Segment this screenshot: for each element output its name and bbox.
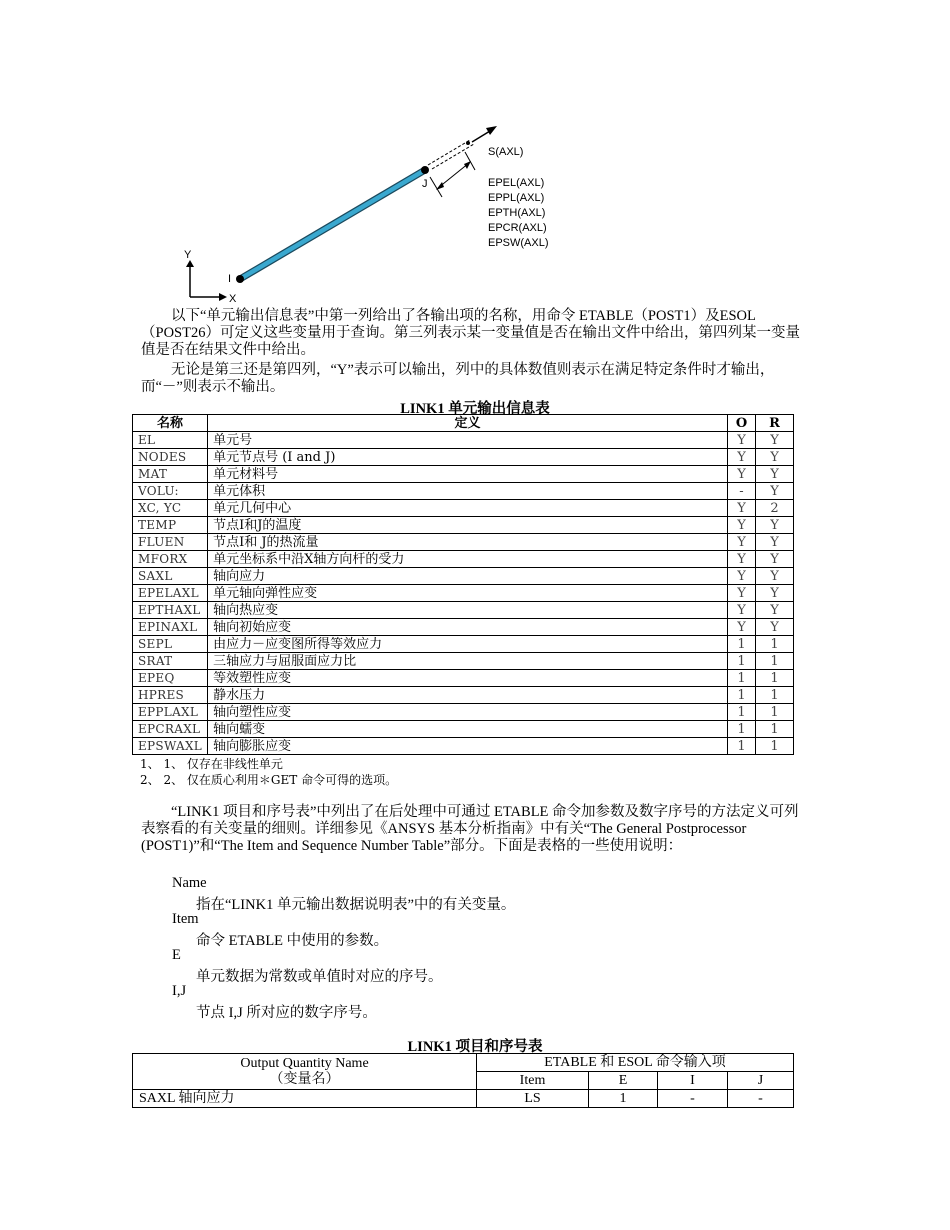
cell-name: EL <box>133 432 208 449</box>
header-definition: 定义 <box>208 415 728 432</box>
cell-name: HPRES <box>133 687 208 704</box>
extension-dashed-1 <box>428 140 470 165</box>
cell-r: Y <box>756 432 794 449</box>
cell-r: Y <box>756 466 794 483</box>
cell-r: Y <box>756 602 794 619</box>
node-i-dot <box>236 275 244 283</box>
cell-r: 1 <box>756 738 794 755</box>
cell-r: Y <box>756 585 794 602</box>
table2-header-item: Item <box>477 1072 589 1090</box>
table-row <box>133 619 794 636</box>
table-row <box>133 449 794 466</box>
table2-caption: LINK1 项目和序号表 <box>407 1039 543 1055</box>
table2-cell-item: LS <box>477 1090 589 1108</box>
def-term-name: Name <box>172 875 207 891</box>
cell-definition: 单元节点号 (I and J) <box>208 449 728 466</box>
cell-definition: 单元坐标系中沿X轴方向杆的受力 <box>208 551 728 568</box>
dimension-arrow-head-2 <box>464 161 471 169</box>
def-desc-item: 命令 ETABLE 中使用的参数。 <box>196 933 389 949</box>
dimension-arrow-head-1 <box>436 182 444 190</box>
table-row <box>133 687 794 704</box>
axis-x-label: X <box>229 293 237 305</box>
cell-r: 2 <box>756 500 794 517</box>
label-eppl-axl: EPPL(AXL) <box>488 192 545 204</box>
table2-data-row <box>133 1090 794 1108</box>
table2-header-i: I <box>658 1072 728 1090</box>
node-j-label: J <box>422 178 428 190</box>
table1-note-2: 2、 2、 仅在质心利用＊GET 命令可得的选项。 <box>140 773 398 787</box>
cell-o: Y <box>728 466 756 483</box>
cell-name: EPPLAXL <box>133 704 208 721</box>
cell-name: XC, YC <box>133 500 208 517</box>
cell-definition: 轴向应力 <box>208 568 728 585</box>
cell-o: 1 <box>728 670 756 687</box>
cell-o: Y <box>728 602 756 619</box>
cell-definition: 轴向膨胀应变 <box>208 738 728 755</box>
table2-group-header: ETABLE 和 ESOL 命令输入项 <box>477 1054 794 1072</box>
table-row <box>133 704 794 721</box>
def-desc-ij: 节点 I,J 所对应的数字序号。 <box>196 1005 377 1021</box>
cell-name: EPEQ <box>133 670 208 687</box>
table-row <box>133 517 794 534</box>
cell-r: Y <box>756 449 794 466</box>
table2-cell-j: - <box>728 1090 794 1108</box>
def-term-ij: I,J <box>172 983 187 999</box>
table1-caption: LINK1 单元输出信息表 <box>400 401 550 417</box>
table2-name-header <box>133 1054 477 1090</box>
cell-name: SEPL <box>133 636 208 653</box>
header-o: O <box>728 415 756 432</box>
cell-o: Y <box>728 432 756 449</box>
table-row <box>133 636 794 653</box>
cell-o: 1 <box>728 653 756 670</box>
cell-definition: 轴向蠕变 <box>208 721 728 738</box>
cell-r: 1 <box>756 670 794 687</box>
cell-o: - <box>728 483 756 500</box>
cell-r: Y <box>756 619 794 636</box>
table2-cell-name: SAXL 轴向应力 <box>133 1090 477 1108</box>
x-axis-arrow <box>219 293 227 301</box>
cell-definition: 由应力－应变图所得等效应力 <box>208 636 728 653</box>
cell-name: EPCRAXL <box>133 721 208 738</box>
table1-header-row <box>133 415 794 432</box>
cell-name: MAT <box>133 466 208 483</box>
table-row <box>133 483 794 500</box>
label-epel-axl: EPEL(AXL) <box>488 177 545 189</box>
intro-paragraph-1: 以下“单元输出信息表”中第一列给出了各输出项的名称，用命令 ETABLE（POST1）及ESOL（POST26）可定义这些变量用于查询。第三列表示某一变量值是否在输出文件中给出，第四列某一变量值是否在结果文件中给出。 <box>141 308 800 358</box>
cell-r: 1 <box>756 687 794 704</box>
cell-definition: 等效塑性应变 <box>208 670 728 687</box>
cell-name: EPTHAXL <box>133 602 208 619</box>
cell-definition: 节点I和 J的热流量 <box>208 534 728 551</box>
cell-o: Y <box>728 619 756 636</box>
def-desc-name: 指在“LINK1 单元输出数据说明表”中的有关变量。 <box>196 897 516 913</box>
cell-definition: 轴向初始应变 <box>208 619 728 636</box>
cell-name: TEMP <box>133 517 208 534</box>
cell-name: EPELAXL <box>133 585 208 602</box>
cell-definition: 静水压力 <box>208 687 728 704</box>
def-term-item: Item <box>172 911 199 927</box>
intro-paragraph-2: 无论是第三还是第四列，“Y”表示可以输出，列中的具体数值则表示在满足特定条件时才输出，而“－”则表示不输出。 <box>141 362 775 395</box>
table-row <box>133 432 794 449</box>
cell-name: SRAT <box>133 653 208 670</box>
cell-name: VOLU: <box>133 483 208 500</box>
table2-cell-i: - <box>658 1090 728 1108</box>
label-s-axl: S(AXL) <box>488 146 524 158</box>
table2-cell-e: 1 <box>589 1090 658 1108</box>
label-epcr-axl: EPCR(AXL) <box>488 222 547 234</box>
cell-r: Y <box>756 534 794 551</box>
cell-r: Y <box>756 568 794 585</box>
table2-header-e: E <box>589 1072 658 1090</box>
section2-paragraph: “LINK1 项目和序号表”中列出了在后处理中可通过 ETABLE 命令加参数及数字序号的方法定义可列表察看的有关变量的细则。详细参见《ANSYS 基本分析指南》中有关“The General Postprocessor (POST1)”和“The Item and Sequence Number Table”部分。下面是表格的一些使用说明： <box>141 804 799 854</box>
cell-definition: 轴向热应变 <box>208 602 728 619</box>
cell-definition: 三轴应力与屈服面应力比 <box>208 653 728 670</box>
table-row <box>133 721 794 738</box>
cell-r: 1 <box>756 704 794 721</box>
cell-definition: 轴向塑性应变 <box>208 704 728 721</box>
node-i-label: I <box>228 273 232 285</box>
cell-definition: 单元体积 <box>208 483 728 500</box>
cell-r: Y <box>756 483 794 500</box>
cell-name: SAXL <box>133 568 208 585</box>
stress-arrow-head <box>486 126 497 135</box>
cell-r: 1 <box>756 653 794 670</box>
cell-o: 1 <box>728 636 756 653</box>
table-row <box>133 551 794 568</box>
node-j-dot <box>421 166 429 174</box>
cell-o: 1 <box>728 738 756 755</box>
header-r: R <box>756 415 794 432</box>
cell-o: 1 <box>728 704 756 721</box>
cell-r: Y <box>756 551 794 568</box>
label-epsw-axl: EPSW(AXL) <box>488 237 549 249</box>
extension-end-dot <box>466 141 470 145</box>
cell-o: Y <box>728 517 756 534</box>
cell-o: Y <box>728 568 756 585</box>
table-row <box>133 585 794 602</box>
y-axis-arrow <box>186 260 194 267</box>
link1-element-diagram <box>170 115 590 315</box>
table-row <box>133 466 794 483</box>
cell-r: 1 <box>756 721 794 738</box>
label-epth-axl: EPTH(AXL) <box>488 207 546 219</box>
axis-y-label: Y <box>184 249 192 261</box>
cell-o: Y <box>728 500 756 517</box>
table-row <box>133 534 794 551</box>
cell-r: 1 <box>756 636 794 653</box>
header-name: 名称 <box>133 415 208 432</box>
link-bar <box>240 170 425 279</box>
cell-o: Y <box>728 585 756 602</box>
cell-o: 1 <box>728 687 756 704</box>
element-output-table <box>132 414 794 755</box>
table2-name-header-line2: （变量名） <box>269 1071 340 1087</box>
table-row <box>133 738 794 755</box>
cell-name: EPSWAXL <box>133 738 208 755</box>
table2-header-j: J <box>728 1072 794 1090</box>
cell-definition: 节点I和J的温度 <box>208 517 728 534</box>
cell-definition: 单元轴向弹性应变 <box>208 585 728 602</box>
table2-name-header-line1: Output Quantity Name <box>240 1055 369 1071</box>
stress-arrow-shaft <box>472 131 490 142</box>
def-term-e: E <box>172 947 181 963</box>
table1-note-1: 1、 1、 仅存在非线性单元 <box>140 757 283 771</box>
cell-name: MFORX <box>133 551 208 568</box>
table-row <box>133 568 794 585</box>
table-row <box>133 500 794 517</box>
item-sequence-table <box>132 1053 794 1108</box>
cell-o: Y <box>728 449 756 466</box>
cell-name: NODES <box>133 449 208 466</box>
table2-header-row-1 <box>133 1054 794 1072</box>
cell-o: 1 <box>728 721 756 738</box>
table-row <box>133 653 794 670</box>
cell-name: EPINAXL <box>133 619 208 636</box>
cell-definition: 单元几何中心 <box>208 500 728 517</box>
cell-r: Y <box>756 517 794 534</box>
cell-name: FLUEN <box>133 534 208 551</box>
cell-o: Y <box>728 551 756 568</box>
def-desc-e: 单元数据为常数或单值时对应的序号。 <box>196 969 443 985</box>
cell-definition: 单元材料号 <box>208 466 728 483</box>
cell-definition: 单元号 <box>208 432 728 449</box>
table-row <box>133 670 794 687</box>
cell-o: Y <box>728 534 756 551</box>
table-row <box>133 602 794 619</box>
